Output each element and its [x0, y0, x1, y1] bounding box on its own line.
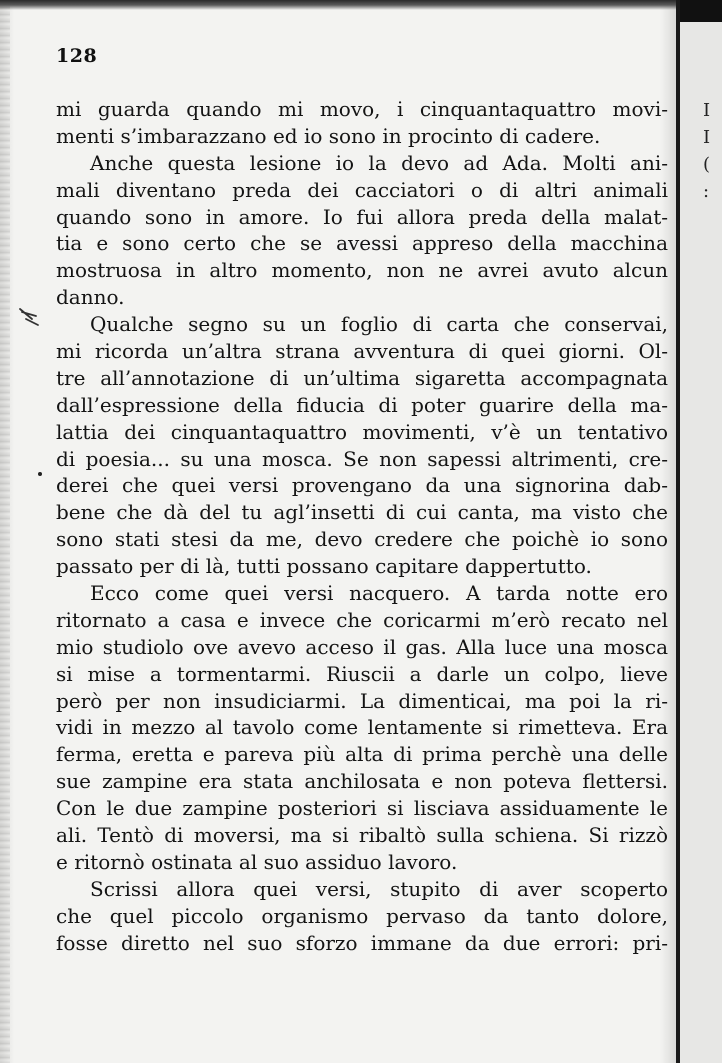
top-scan-edge	[0, 0, 722, 10]
text-line: lattia dei cinquantaquattro movimenti, v’è un tentativo	[56, 419, 668, 444]
text-line: mi guarda quando mi movo, i cinquantaquattro movi-	[56, 97, 668, 121]
text-line: quando sono in amore. Io fui allora preda della malat-	[56, 204, 668, 229]
text-line: ali. Tentò di moversi, ma si ribaltò sulla schiena. Si rizzò	[56, 823, 668, 848]
neighbor-page-char: I	[703, 100, 711, 121]
text-line: tia e sono certo che se avessi appreso della macchina	[56, 231, 668, 256]
text-line: mali diventano preda dei cacciatori o di altri animali	[56, 177, 668, 202]
text-line: Scrissi allora quei versi, stupito di aver scoperto	[90, 876, 668, 901]
text-line: Con le due zampine posteriori si lisciava assiduamente le	[56, 796, 668, 821]
text-line: di poesia... su una mosca. Se non sapessi altrimenti, cre-	[56, 446, 668, 471]
text-line: derei che quei versi provengano da una signorina dab-	[56, 473, 668, 498]
text-line: Qualche segno su un foglio di carta che conservai,	[90, 312, 668, 337]
top-right-shadow	[680, 0, 722, 22]
text-line: mostruosa in altro momento, non ne avrei avuto alcun	[56, 258, 668, 283]
neighbor-page-char: (	[703, 153, 711, 175]
neighbor-page-char: I	[703, 126, 711, 148]
page-number: 128	[56, 45, 98, 67]
neighbor-page-char: :	[703, 180, 710, 202]
neighbor-page-margin	[680, 0, 722, 1063]
text-line: danno.	[56, 285, 125, 310]
text-line: e ritornò ostinata al suo assiduo lavoro.	[56, 849, 458, 874]
text-line: però per non insudiciarmi. La dimenticai, ma poi la ri-	[56, 688, 668, 713]
text-line: fosse diretto nel suo sforzo immane da due errori: pri-	[56, 930, 668, 955]
text-line: sue zampine era stata anchilosata e non poteva flettersi.	[56, 769, 668, 794]
text-line: dall’espressione della fiducia di poter guarire della ma-	[56, 392, 668, 417]
text-line: vidi in mezzo al tavolo come lentamente si rimetteva. Era	[56, 715, 668, 740]
text-line: bene che dà del tu agl’insetti di cui canta, ma visto che	[56, 500, 668, 525]
text-line: ferma, eretta e pareva più alta di prima perchè una delle	[56, 742, 668, 767]
margin-pencil-mark-icon	[18, 307, 40, 327]
text-line: che quel piccolo organismo pervaso da tanto dolore,	[56, 903, 668, 928]
text-line: si mise a tormentarmi. Riuscii a darle un colpo, lieve	[56, 661, 668, 686]
text-line: Ecco come quei versi nacquero. A tarda notte ero	[90, 581, 668, 606]
text-line: ritornato a casa e invece che coricarmi m’erò recato nel	[56, 607, 668, 632]
body-text	[56, 96, 668, 957]
text-line: passato per di là, tutti possano capitare dappertutto.	[56, 554, 592, 579]
text-line: mi ricorda un’altra strana avventura di quei giorni. Ol-	[56, 339, 668, 364]
text-line: sono stati stesi da me, devo credere che poichè io sono	[56, 527, 668, 552]
margin-dot	[38, 472, 42, 476]
text-line: menti s’imbarazzano ed io sono in procinto di cadere.	[56, 123, 601, 148]
text-line: mio studiolo ove avevo acceso il gas. Alla luce una mosca	[56, 634, 668, 659]
text-line: Anche questa lesione io la devo ad Ada. Molti ani-	[90, 150, 668, 175]
left-scan-edge	[0, 0, 10, 1063]
text-line: tre all’annotazione di un’ultima sigaretta accompagnata	[56, 365, 668, 390]
